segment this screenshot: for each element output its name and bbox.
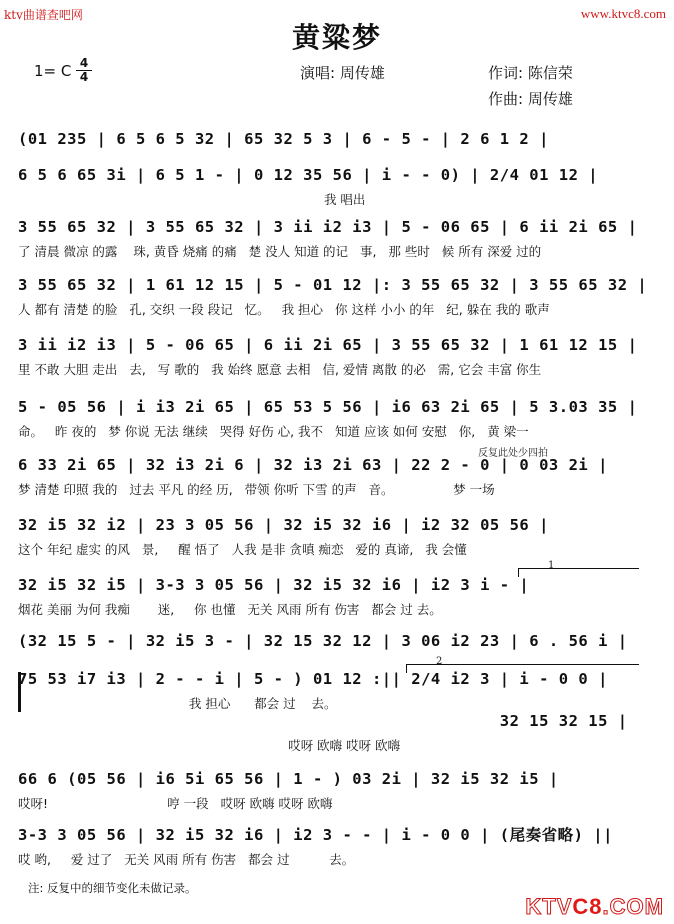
notation-line: 32 i5 32 i5 | 3-3 3 05 56 | 32 i5 32 i6 | i2 3 i - |: [18, 576, 530, 594]
notation-line: 32 i5 32 i2 | 23 3 05 56 | 32 i5 32 i6 | i2 32 05 56 |: [18, 516, 549, 534]
lyric-line: 哎呀! 哼 一段 哎呀 欧嗨 哎呀 欧嗨: [18, 796, 333, 811]
lyric-line: 哎呀 欧嗨 哎呀 欧嗨: [18, 738, 401, 753]
site-watermark-right: www.ktvc8.com: [580, 6, 666, 21]
notation-line: 3-3 3 05 56 | 32 i5 32 i6 | i2 3 - - | i - 0 0 | (尾奏省略) ||: [18, 826, 613, 844]
score-row-12: [18, 708, 658, 768]
lyric-line: 我 唱出: [18, 192, 366, 207]
site-watermark-left: ktv曲谱查吧网: [4, 8, 83, 22]
lyric-line: 了 清晨 微凉 的露 珠, 黄昏 烧痛 的痛 楚 没人 知道 的记 事, 那 些时 候 所有 深爱 过的: [18, 244, 542, 259]
score-row-7: [18, 452, 658, 512]
key-signature: 1= C: [34, 62, 72, 80]
composer-credit: 作曲: 周传雄: [488, 90, 573, 108]
lyric-line: 哎 哟, 爱 过了 无关 风雨 所有 伤害 都会 过 去。: [18, 852, 355, 867]
first-ending-number: 1: [548, 560, 555, 571]
score-row-8: [18, 512, 658, 572]
logo-part-a: KTV: [525, 894, 573, 919]
notation-line: 5 - 05 56 | i i3 2i 65 | 65 53 5 56 | i6 63 2i 65 | 5 3.03 35 |: [18, 398, 638, 416]
singer-credit: 演唱: 周传雄: [300, 64, 385, 82]
score-row-14: [18, 822, 658, 882]
second-ending-number: 2: [436, 656, 443, 667]
lyric-line: 我 担心 都会 过 去。: [18, 696, 337, 711]
meter-denominator: 4: [79, 70, 89, 84]
notation-line: 6 5 6 65 3i | 6 5 1 - | 0 12 35 56 | i - - 0) | 2/4 01 12 |: [18, 166, 599, 184]
lyric-line: 人 都有 清楚 的脸 孔, 交织 一段 段记 忆。 我 担心 你 这样 小小 的年 纪, 躲在 我的 歌声: [18, 302, 550, 317]
score-row-6: [18, 394, 658, 454]
logo-part-b: C8: [572, 894, 603, 919]
score-row-5: [18, 332, 658, 392]
score-row-4: [18, 272, 658, 332]
lyricist-credit: 作词: 陈信荣: [488, 64, 573, 82]
footer-note: 注: 反复中的细节变化未做记录。: [28, 881, 197, 895]
score-row-3: [18, 214, 658, 274]
notation-line: 32 15 32 15 |: [18, 712, 628, 730]
score-row-13: [18, 766, 658, 826]
lyric-line: 这个 年纪 虚实 的风 景, 醒 悟了 人我 是非 贪嗔 痴恋 爱的 真谛, 我 会懂: [18, 542, 467, 557]
notation-line: 3 55 65 32 | 3 55 65 32 | 3 ii i2 i3 | 5 - 06 65 | 6 ii 2i 65 |: [18, 218, 638, 236]
notation-line: 66 6 (05 56 | i6 5i 65 56 | 1 - ) 03 2i | 32 i5 32 i5 |: [18, 770, 559, 788]
lyric-line: 烟花 美丽 为何 我痴 迷, 你 也懂 无关 风雨 所有 伤害 都会 过 去。: [18, 602, 442, 617]
song-title: 黄粱梦: [291, 21, 382, 54]
site-logo: [525, 894, 664, 920]
notation-line: 3 ii i2 i3 | 5 - 06 65 | 6 ii 2i 65 | 3 55 65 32 | 1 61 12 15 |: [18, 336, 638, 354]
notation-line: (32 15 5 - | 32 i5 3 - | 32 15 32 12 | 3 06 i2 23 | 6 . 56 i |: [18, 632, 628, 650]
notation-line: 3 55 65 32 | 1 61 12 15 | 5 - 01 12 |: 3 55 65 32 | 3 55 65 32 |: [18, 276, 648, 294]
logo-part-c: .COM: [602, 894, 664, 919]
lyric-line: 梦 清楚 印照 我的 过去 平凡 的经 历, 带领 你听 下雪 的声 音。 梦 一场: [18, 482, 495, 497]
lyric-line: 里 不敢 大胆 走出 去, 写 歌的 我 始终 愿意 去相 信, 爱情 离散 的必 需, 它会 丰富 你生: [18, 362, 542, 377]
notation-line: 75 53 i7 i3 | 2 - - i | 5 - ) 01 12 :|| 2/4 i2 3 | i - 0 0 |: [18, 670, 608, 688]
score-row-2: [18, 162, 658, 222]
meter-numerator: 4: [79, 56, 89, 70]
lyric-line: 命。 昨 夜的 梦 你说 无法 继续 哭得 好伤 心, 我不 知道 应该 如何 安慰 你, 黄 梁一: [18, 424, 529, 439]
time-signature: [76, 58, 92, 83]
repeat-annotation: 反复此处少四拍: [478, 448, 548, 459]
score-row-9: [18, 572, 658, 632]
notation-line: 6 33 2i 65 | 32 i3 2i 6 | 32 i3 2i 63 | 22 2 - 0 | 0 03 2i |: [18, 456, 608, 474]
notation-line: (01 235 | 6 5 6 5 32 | 65 32 5 3 | 6 - 5 - | 2 6 1 2 |: [18, 130, 549, 148]
